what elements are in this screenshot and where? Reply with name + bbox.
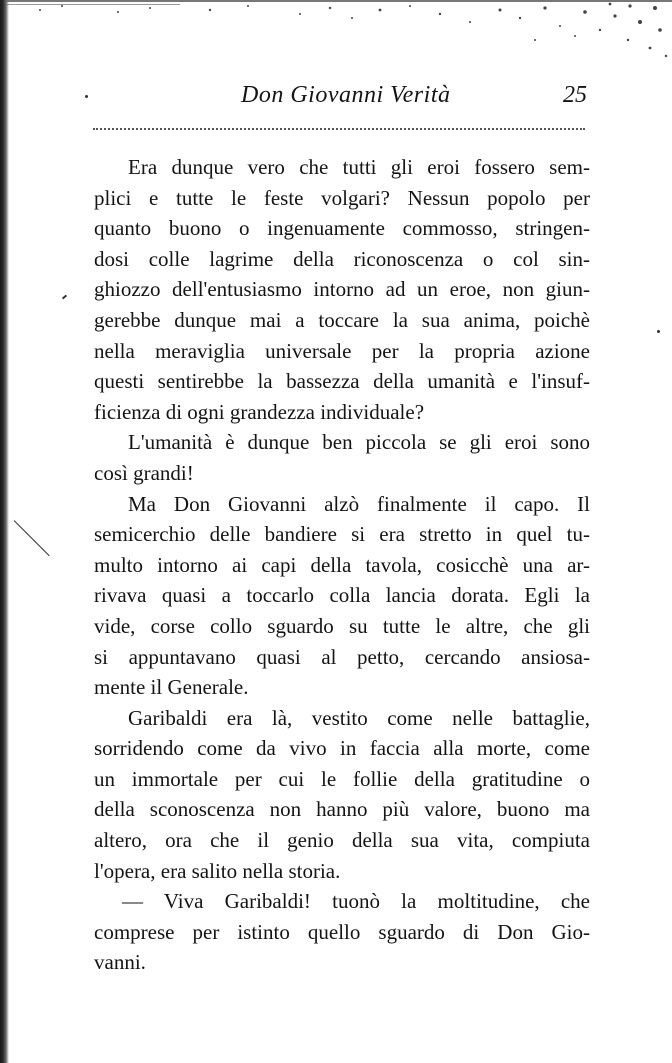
text-line: vide, corse collo sguardo su tutte le altre, che gli: [94, 613, 590, 638]
text-line: Garibaldi era là, vestito come nelle battaglie,: [128, 705, 590, 730]
head-mark: [85, 95, 88, 98]
text-line: plici e tutte le feste volgari? Nessun popolo per: [94, 185, 590, 210]
margin-mark: [14, 520, 50, 556]
text-line: sorridendo come da vivo in faccia alla morte, come: [94, 736, 590, 761]
text-line: nella meraviglia universale per la propria azione: [94, 338, 590, 363]
page-spine-shadow: [0, 0, 9, 1063]
text-line: mente il Generale.: [94, 675, 249, 700]
text-line: — Viva Garibaldi! tuonò la moltitudine, che: [122, 889, 590, 914]
text-line: così grandi!: [94, 460, 194, 485]
text-line: ficienza di ogni grandezza individuale?: [94, 399, 425, 424]
text-line: rivava quasi a toccarlo colla lancia dorata. Egli la: [94, 583, 590, 608]
text-line: multo intorno ai capi della tavola, cosicchè una ar-: [94, 552, 590, 577]
text-line: un immortale per cui le follie della gratitudine o: [94, 766, 590, 791]
scan-speckle-border: [0, 0, 672, 70]
text-line: L'umanità è dunque ben piccola se gli eroi sono: [128, 430, 590, 455]
text-line: comprese per istinto quello sguardo di Don Gio-: [94, 919, 590, 944]
header-rule: [93, 128, 585, 130]
text-line: questi sentirebbe la bassezza della umanità e l'insuf-: [94, 369, 590, 394]
margin-mark: [657, 330, 660, 333]
text-line: altero, ora che il genio della sua vita, compiuta: [94, 828, 590, 853]
page-number: 25: [563, 82, 587, 108]
text-line: dosi colle lagrime della riconoscenza o col sin-: [94, 246, 590, 271]
text-line: Ma Don Giovanni alzò finalmente il capo. Il: [128, 491, 590, 516]
text-line: ghiozzo dell'entusiasmo intorno ad un eroe, non giun-: [94, 277, 590, 302]
text-line: gerebbe dunque mai a toccare la sua anima, poichè: [94, 307, 590, 332]
running-head: [0, 80, 672, 114]
text-line: quanto buono o ingenuamente commosso, stringen-: [94, 216, 590, 241]
text-line: Era dunque vero che tutti gli eroi fossero sem-: [128, 155, 590, 179]
text-line: si appuntavano quasi al petto, cercando ansiosa-: [94, 644, 590, 669]
text-line: semicerchio delle bandiere si era stretto in quel tu-: [94, 522, 590, 547]
running-title: Don Giovanni Verità: [241, 82, 451, 108]
text-line: l'opera, era salito nella storia.: [94, 858, 341, 883]
margin-mark: [62, 295, 67, 300]
text-line: vanni.: [94, 950, 146, 975]
text-line: della sconoscenza non hanno più valore, buono ma: [94, 797, 590, 822]
body-text: [94, 152, 590, 978]
